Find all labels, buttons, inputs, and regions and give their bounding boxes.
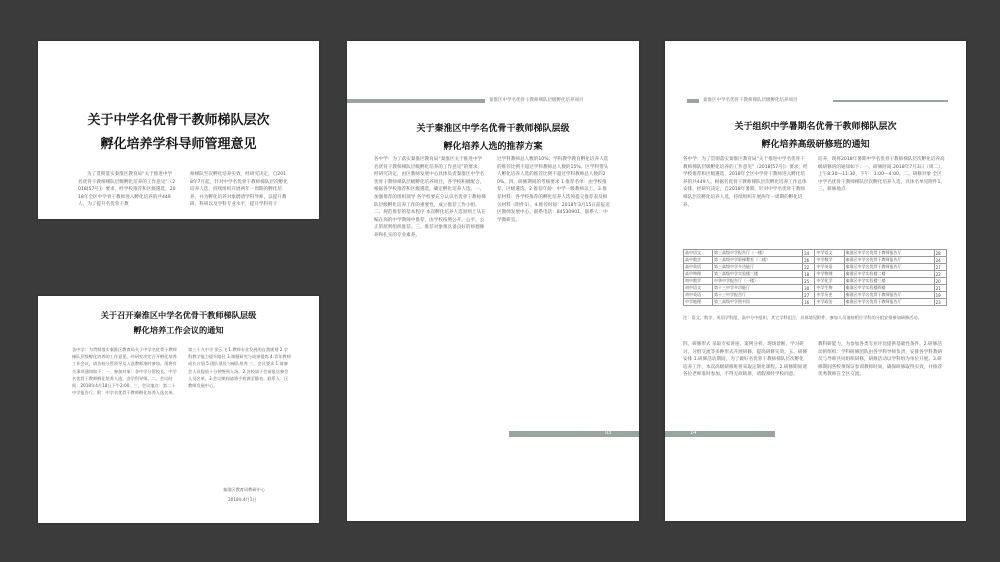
table-row bbox=[684, 292, 947, 299]
page-3-running-header: 秦淮区中学名优骨干教师梯队层级孵化培养项目 bbox=[489, 98, 584, 103]
table-cell: 中学生物 bbox=[815, 285, 844, 292]
table-cell: 高中物理 bbox=[684, 271, 713, 278]
table-cell: 中学英语 bbox=[815, 264, 844, 271]
page-4-body-left-column: 各中学：为了贯彻落实秦淮区教育局“关于推进中学名优骨干教师梯队层级孵化培养的工作意见”（2018[57号]）要求，经学校推荐和区级遴选，2018年全区中学骨干教师进入孵化培养的共449人。根据名优骨干教师梯队层次孵化培养工作总体安排，经研究决定，自2018年暑期，针对中学名优骨干教师梯队层次孵化培养人选，持续组织开展两年一周期的孵化培养。 bbox=[683, 157, 808, 208]
table-cell: 27 bbox=[934, 264, 946, 271]
page-2-date: 2018年4月1日 bbox=[228, 497, 257, 502]
document-page-2 bbox=[38, 296, 319, 523]
page-3-footer-bar bbox=[509, 431, 639, 437]
table-cell: 秦淮区中学实验楼三楼 bbox=[844, 278, 934, 285]
table-cell: 初中英语 bbox=[684, 292, 713, 299]
page-4-title-line-1: 关于组织中学暑期名优骨干教师梯队层次 bbox=[734, 122, 897, 132]
page-2-body-right-column: 第三十九中学 张云飞 1.教师专业发展的自我规划 2.学科教学能力提升路径 3.课题研究与成果提炼 4.青年教师成长计划 5.团队建设与梯队培养 三、会议要求 1.请参会人员提前十分钟签到入场。2.各校请于会前报送参会人员名单。3.会议期间请将手机调至静音。联系人：区教师发展中心。 bbox=[188, 347, 291, 389]
page-1-body-right-column: 师梯队至次孵化培养实效，经研究决定，自2018年7月起，针对中学名优骨干教师梯队层次孵化培养人选，持续组织开展两年一周期的孵化培养，并为孵化培养对象聘请学科导师，以提升教研、科研以及学科专业水平，提升学科骨干 bbox=[190, 172, 288, 208]
page-4-page-number: 14 bbox=[690, 430, 697, 436]
page-4-running-header: 秦淮区中学名优骨干教师梯队层级孵化培养项目 bbox=[703, 98, 798, 103]
page-4-table-note: 注：语文、数学、英语学科组，高中分中组织，其它学科组合，具体请见附件，参加人员请按相应学科的分组安排参加研修活动。 bbox=[683, 315, 922, 320]
page-4-body-lower-left: 四、研修形式 采取专家讲座、案例分析、现场诊断、学习研讨、分组交流等多种形式开展研修，提高研修实效。五、研修安排 1.研修活动期间，为了做好名优骨干教师梯队层次孵化培养工作，本次高级研修班将采取定制化课程。2.研修期间请各位老师准时参加，不得无故缺席，请假须经学校同意。 bbox=[683, 342, 808, 378]
table-cell: 24 bbox=[803, 250, 815, 257]
table-cell: 第三高级中学图书馆 bbox=[713, 299, 803, 306]
table-cell: 第三高级中学多功能厅 bbox=[713, 264, 803, 271]
page-3-header-bar bbox=[347, 99, 485, 103]
table-row bbox=[684, 285, 947, 292]
page-2-title-line-2: 孵化培养工作会议的通知 bbox=[133, 325, 224, 335]
table-cell: 中学政治 bbox=[815, 299, 844, 306]
table-cell: 秦淮区中学名优骨干教师报告厅 bbox=[844, 250, 934, 257]
table-cell: 19 bbox=[934, 292, 946, 299]
table-cell: 秦淮区中学名优骨干教师报告厅 bbox=[844, 299, 934, 306]
table-cell: 27 bbox=[803, 292, 815, 299]
table-cell: 中学数学 bbox=[815, 257, 844, 264]
table-cell: 中华中学报告厅（一楼） bbox=[713, 278, 803, 285]
page-4-title-line-2: 孵化培养高级研修班的通知 bbox=[761, 140, 870, 150]
page-4-venue-table bbox=[683, 249, 947, 312]
table-row bbox=[684, 257, 947, 264]
page-4-footer-bar bbox=[665, 431, 775, 437]
table-cell: 中学物理 bbox=[815, 271, 844, 278]
table-cell: 初中数学 bbox=[684, 278, 713, 285]
table-cell: 秦淮区中学实验楼二楼 bbox=[844, 271, 934, 278]
page-1-body-left-column: 为了贯彻落实秦淮区教育局“关于推进中学名优骨干教师梯队层级孵化培养的工作意见”（2018[57号]）要求，经学校推荐和区级遴选，2018年全区中学骨干教师进入孵化培养的共449人。为了提升名优骨干教 bbox=[78, 172, 176, 208]
page-2-body-left-column: 各中学：为贯彻落实秦淮区教育局关于中学名优骨干教师梯队层级孵化培养的工作意见，经研究决定召开孵化培养工作会议，请各校分管领导及入选教师准时参加。现将有关事项通知如下：一、参加对象：各中学分管校长，中学名优骨干教师孵化培养人选，各学科导师。二、会议时间：2018年4月18日下午2:00。三、会议地点：第二十中学报告厅。附：中学名优骨干教师孵化培养人选名单。 bbox=[72, 347, 177, 396]
table-cell: 22 bbox=[803, 264, 815, 271]
page-2-signature: 秦淮区教育局教研中心 bbox=[223, 487, 265, 492]
table-cell: 秦淮区中学名优骨干教师报告厅 bbox=[844, 264, 934, 271]
document-page-1 bbox=[38, 41, 319, 219]
table-row bbox=[684, 264, 947, 271]
table-cell: 秦淮区中学名优骨干教师报告厅 bbox=[844, 292, 934, 299]
table-row bbox=[684, 299, 947, 306]
table-cell: 18 bbox=[803, 271, 815, 278]
table-cell: 20 bbox=[934, 278, 946, 285]
page-4-body-right-column: 培养，现将2018年暑期中学名优骨干教师梯队层次孵化培养高级研修班的通知如下：一、研修时间 2018年7月3日（周二），上午8:30—11:30，下午：1:00—4:00。二、研修对象 全区中学名优骨干教师梯队层次孵化培养人选，具体名单见附件1。三、研修地点 bbox=[818, 157, 945, 193]
table-cell: 中学语文 bbox=[815, 250, 844, 257]
table-cell: 高中英语 bbox=[684, 264, 713, 271]
table-cell: 中学化学 bbox=[815, 278, 844, 285]
page-3-title-line-2: 孵化培养人选的推荐方案 bbox=[443, 142, 543, 152]
table-cell: 23 bbox=[934, 299, 946, 306]
table-cell: 25 bbox=[803, 278, 815, 285]
table-cell: 第三高级中学实验楼三楼 bbox=[713, 271, 803, 278]
page-3-page-number: 03 bbox=[605, 430, 612, 436]
table-cell: 30 bbox=[803, 285, 815, 292]
table-cell: 初中语文 bbox=[684, 285, 713, 292]
table-cell: 第三高级中学报告厅（一楼） bbox=[713, 250, 803, 257]
page-2-title-line-1: 关于召开秦淮区中学名优骨干教师梯队层级 bbox=[100, 310, 257, 320]
table-cell: 第十三中学多功能厅 bbox=[713, 285, 803, 292]
page-4-header-rule bbox=[833, 100, 948, 102]
table-cell: 26 bbox=[803, 257, 815, 264]
page-3-body-right-column: 过学科教师总人数的10%；学科教学教育孵化培养人选的推荐比例不超过学科教师总人数的15%。区学科带头人孵化培养人选的推荐比例不超过学科教师总人数的20%。四、研修期间的考核要求 1.推荐名单：由学校推荐，区级遴选。2.推荐年龄：中学一级教师以上。3.推荐材料：各学校推荐的孵化培养人选须提交推荐表及相关材料（附件1）。4.推荐时间：2018年3月15日前报送区教师发展中心。联系电话：84530901，联系人：中学教研室。 bbox=[497, 157, 610, 223]
document-page-4 bbox=[665, 41, 966, 521]
page-4-body-lower-right: 教科研能力，为参加各类专业评比提供基础性条件。2.研修活动的组织：学科研修团队由各学科导师负责，安排各学科教研员与导师共同组织研修，研修活动以学科组为单位开展。3.研修期间各校须保证参训教师时间，确保研修取得实效，并推荐优秀教师在全区交流。 bbox=[818, 342, 943, 378]
table-row bbox=[684, 278, 947, 285]
table-cell: 21 bbox=[934, 285, 946, 292]
table-cell: 秦淮区中学实验楼四楼 bbox=[844, 285, 934, 292]
page-1-title-line-1: 关于中学名优骨干教师梯队层次 bbox=[87, 113, 270, 128]
table-row bbox=[684, 250, 947, 257]
page-3-title-line-1: 关于秦淮区中学名优骨干教师梯队层级 bbox=[416, 124, 570, 134]
table-cell: 高中语文 bbox=[684, 250, 713, 257]
table-cell: 24 bbox=[934, 257, 946, 264]
table-cell: 中学地理 bbox=[684, 299, 713, 306]
table-row bbox=[684, 271, 947, 278]
table-cell: 中学历史 bbox=[815, 292, 844, 299]
table-cell: 28 bbox=[934, 250, 946, 257]
table-cell: 16 bbox=[803, 299, 815, 306]
table-cell: 高中数学 bbox=[684, 257, 713, 264]
table-cell: 22 bbox=[934, 271, 946, 278]
table-cell: 第三高级中学阶梯教室（二楼） bbox=[713, 257, 803, 264]
table-cell: 第十三中学报告厅 bbox=[713, 292, 803, 299]
document-page-3 bbox=[347, 41, 639, 521]
page-1-title-line-2: 孵化培养学科导师管理意见 bbox=[100, 137, 257, 152]
table-cell: 秦淮区中学名优骨干教师报告厅 bbox=[844, 257, 934, 264]
page-4-header-bar bbox=[687, 99, 699, 103]
page-3-body-left-column: 各中学：为了落实秦淮区教育局“秦淮区关于推进中学名优骨干教师梯队层级孵化培养的工作意见”的要求，经研究决定，由区教师发展中心具体负责秦淮区中学名优骨干教师梯队层级孵化培养项目，各学校积极配合。根据各学校推荐和区级遴选，确定孵化培养人选。一、加强推荐的组织领导 各学校要充分认识名优骨干教师梯队层级孵化培养工作的重要性，成立推荐工作小组。二、规范推荐的基本程序 本次孵化培养人选原则上从在编在岗的中学教师中推荐，由学校按照公开、公平、公正的原则组织推荐。三、推荐对象须具备良好的师德修养和扎实的专业素养。 bbox=[374, 157, 486, 238]
